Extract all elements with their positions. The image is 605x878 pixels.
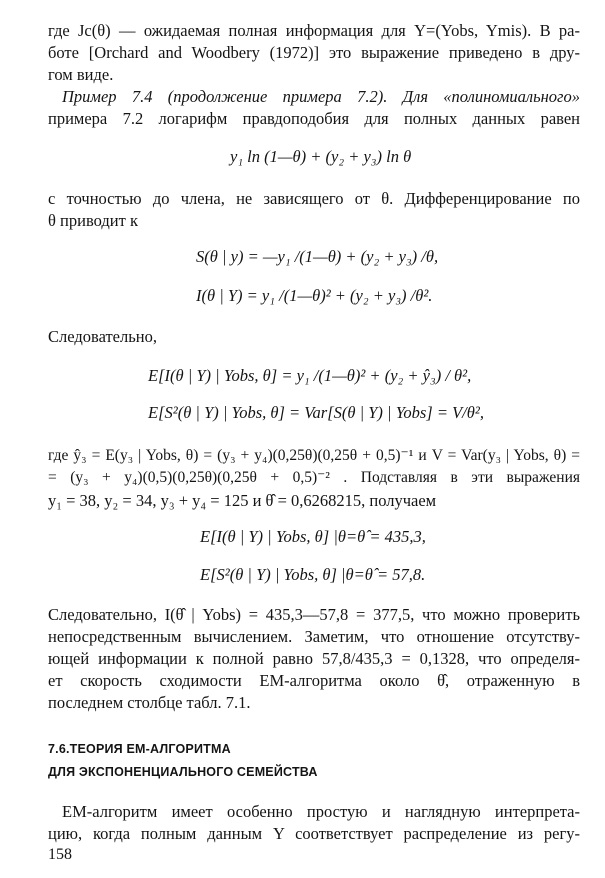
text-line: ЕМ-алгоритм имеет особенно простую и наглядную интерпрета- bbox=[62, 802, 580, 821]
text-line: гом виде. bbox=[48, 65, 114, 84]
section-heading: 7.6.ТЕОРИЯ ЕМ-АЛГОРИТМА bbox=[48, 742, 231, 756]
text-line: непосредственным вычислением. Заметим, что отношение отсутству- bbox=[48, 627, 580, 646]
text-line: примера 7.2 логарифм правдоподобия для полных данных равен bbox=[48, 109, 580, 128]
section-heading: ДЛЯ ЭКСПОНЕНЦИАЛЬНОГО СЕМЕЙСТВА bbox=[48, 765, 318, 779]
text-line: где ŷ₃ = E(y₃ | Yobs, θ) = (y₃ + y₄)(0,25θ)(0,25θ + 0,5)⁻¹ и V = Var(y₃ | Yobs, θ) = bbox=[48, 447, 580, 464]
text-line: θ приводит к bbox=[48, 211, 138, 230]
text-line: боте [Orchard and Woodbery (1972)] это выражение приведено в дру- bbox=[48, 43, 580, 62]
page-number: 158 bbox=[48, 846, 72, 863]
text-line: ет скорость сходимости ЕМ-алгоритма около θ̂, отраженную в bbox=[48, 671, 580, 690]
equation: E[S²(θ | Y) | Yobs, θ] |θ=θ̂ = 57,8. bbox=[200, 565, 426, 584]
equation: E[S²(θ | Y) | Yobs, θ] = Var[S(θ | Y) | Yobs] = V/θ², bbox=[148, 403, 484, 422]
equation: S(θ | y) = —y₁ /(1—θ) + (y₂ + y₃) /θ, bbox=[196, 247, 439, 266]
equation: I(θ | Y) = y₁ /(1—θ)² + (y₂ + y₃) /θ². bbox=[196, 286, 433, 305]
text-line: цию, когда полным данным Y соответствует распределение из регу- bbox=[48, 824, 580, 843]
text-line: = (y₃ + y₄)(0,5)(0,25θ)(0,25θ + 0,5)⁻² . Подставляя в эти выражения bbox=[48, 469, 580, 486]
text-line: Следовательно, bbox=[48, 327, 157, 346]
equation: E[I(θ | Y) | Yobs, θ] |θ=θ̂ = 435,3, bbox=[200, 527, 426, 546]
equation: y₁ ln (1—θ) + (y₂ + y₃) ln θ bbox=[230, 147, 412, 166]
text-line: ющей информации к полной равно 57,8/435,3 = 0,1328, что определя- bbox=[48, 649, 580, 668]
text-line: y₁ = 38, y₂ = 34, y₃ + y₄ = 125 и θ̂ = 0,6268215, получаем bbox=[48, 491, 437, 510]
text-line: последнем столбце табл. 7.1. bbox=[48, 693, 251, 712]
text-line: где Jс(θ) — ожидаемая полная информация для Y=(Yobs, Ymis). В ра- bbox=[48, 21, 580, 40]
example-heading-line: Пример 7.4 (продолжение примера 7.2). Для «полиномиального» bbox=[62, 87, 580, 106]
text-line: Следовательно, I(θ̂ | Yobs) = 435,3—57,8 = 377,5, что можно проверить bbox=[48, 605, 580, 624]
text-line: с точностью до члена, не зависящего от θ. Дифференцирование по bbox=[48, 189, 580, 208]
equation: E[I(θ | Y) | Yobs, θ] = y₁ /(1—θ)² + (y₂ + ŷ₃) / θ², bbox=[148, 366, 472, 385]
